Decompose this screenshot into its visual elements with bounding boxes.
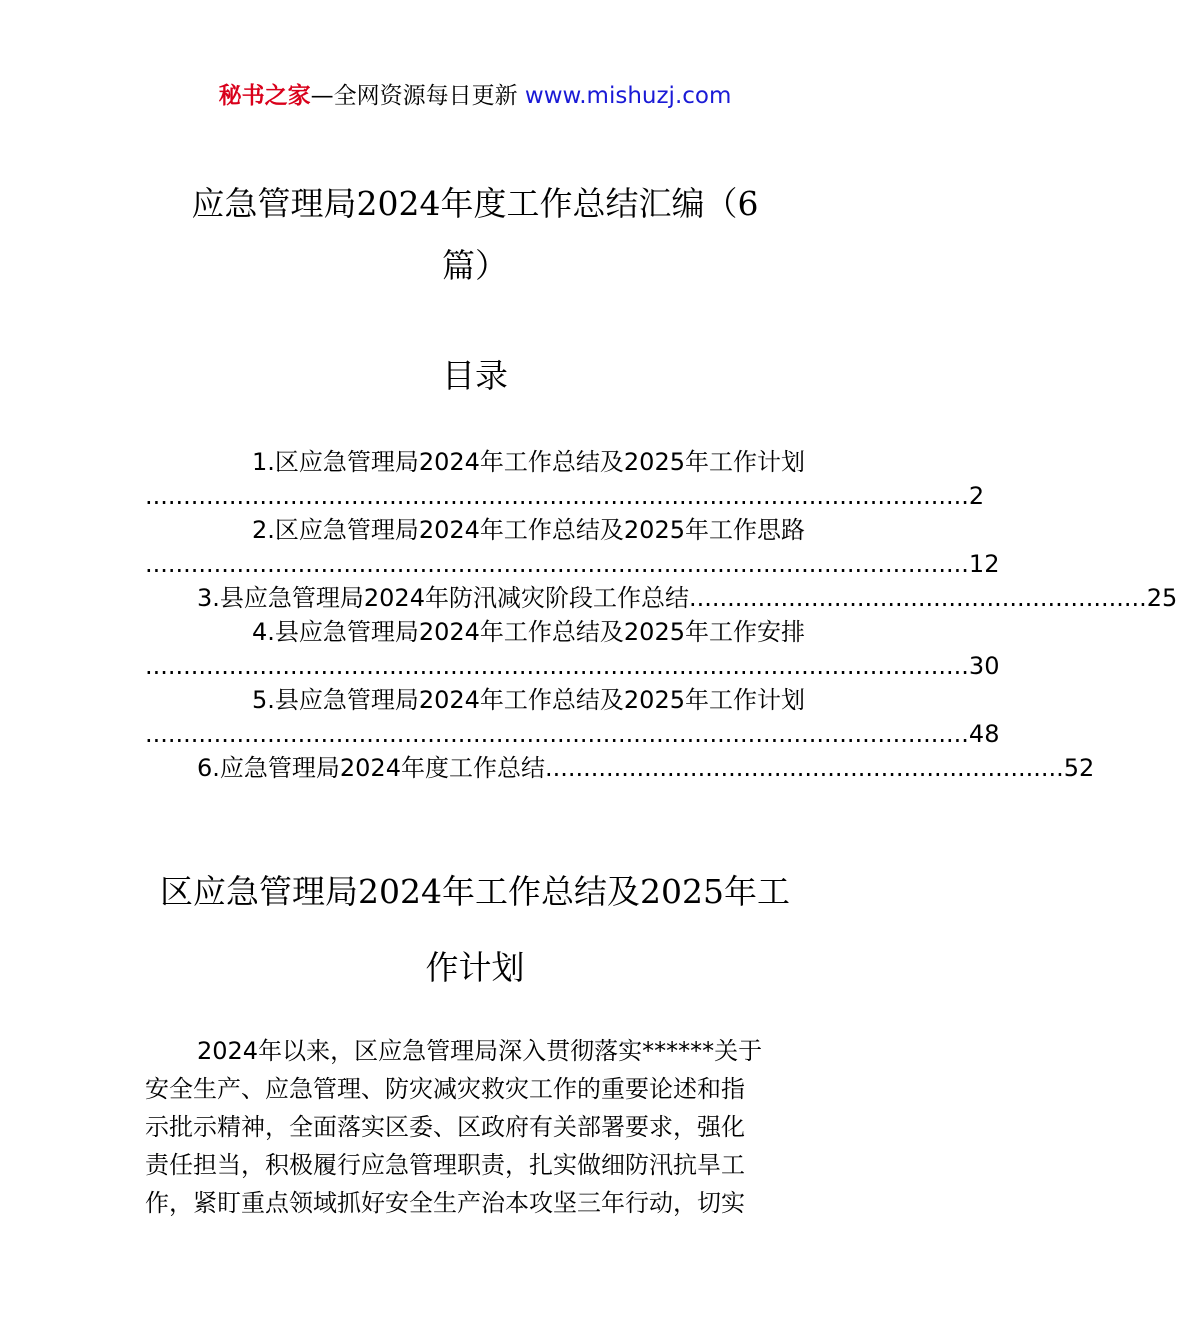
- toc-item-5[interactable]: [145, 683, 805, 717]
- toc-item-2[interactable]: [145, 513, 805, 547]
- site-tagline: —全网资源每日更新: [310, 83, 525, 109]
- body-line: 2024年以来，区应急管理局深入贯彻落实******关于: [197, 1037, 763, 1065]
- dot-leader: ............................................................: [688, 584, 1147, 612]
- section-title-line1: 区应急管理局2024年工作总结及2025年工: [160, 872, 790, 911]
- site-header: [0, 80, 950, 112]
- toc-item-page: 48: [968, 720, 1000, 748]
- section-body: [145, 1032, 805, 1222]
- toc-item-title: 5.县应急管理局2024年工作总结及2025年工作计划: [251, 686, 805, 714]
- toc-heading: 目录: [442, 356, 508, 395]
- body-line: 作，紧盯重点领域抓好安全生产治本攻坚三年行动，切实: [145, 1189, 745, 1217]
- section-title: [145, 866, 805, 987]
- toc-item-title: 6.应急管理局2024年度工作总结: [197, 754, 545, 782]
- toc-item-1-leader: [145, 479, 985, 513]
- toc-item-page: 12: [968, 550, 1000, 578]
- toc-item-4-leader: [145, 649, 1000, 683]
- dot-leader: ............................................................................................................: [145, 652, 969, 680]
- toc-item-title: 1.区应急管理局2024年工作总结及2025年工作计划: [251, 448, 805, 476]
- toc-item-title: 2.区应急管理局2024年工作总结及2025年工作思路: [251, 516, 805, 544]
- body-line: 责任担当，积极履行应急管理职责，扎实做细防汛抗旱工: [145, 1151, 745, 1179]
- toc-item-page: 25: [1146, 584, 1177, 612]
- dot-leader: ....................................................................: [544, 754, 1064, 782]
- dot-leader: ............................................................................................................: [145, 482, 969, 510]
- site-brand: 秘书之家: [218, 83, 311, 109]
- toc-item-6[interactable]: [145, 751, 1095, 785]
- toc-item-1[interactable]: [145, 445, 805, 479]
- toc-item-5-leader: [145, 717, 1000, 751]
- toc-item-title: 4.县应急管理局2024年工作总结及2025年工作安排: [251, 618, 805, 646]
- toc-item-4[interactable]: [145, 615, 805, 649]
- document-title-line2: 篇）: [442, 246, 508, 285]
- body-line: 安全生产、应急管理、防灾减灾救灾工作的重要论述和指: [145, 1075, 745, 1103]
- toc-item-page: 30: [968, 652, 1000, 680]
- document-title: [145, 178, 805, 285]
- site-url-link[interactable]: www.mishuzj.com: [524, 83, 732, 109]
- dot-leader: ............................................................................................................: [145, 550, 969, 578]
- toc-item-title: 3.县应急管理局2024年防汛减灾阶段工作总结: [197, 584, 689, 612]
- toc-item-2-leader: [145, 547, 1000, 581]
- toc-item-page: 2: [968, 482, 985, 510]
- body-line: 示批示精神，全面落实区委、区政府有关部署要求，强化: [145, 1113, 745, 1141]
- dot-leader: ............................................................................................................: [145, 720, 969, 748]
- toc-item-3[interactable]: [145, 581, 1177, 615]
- document-title-line1: 应急管理局2024年度工作总结汇编（6: [191, 184, 759, 223]
- toc-item-page: 52: [1063, 754, 1095, 782]
- section-title-line2: 作计划: [425, 948, 525, 987]
